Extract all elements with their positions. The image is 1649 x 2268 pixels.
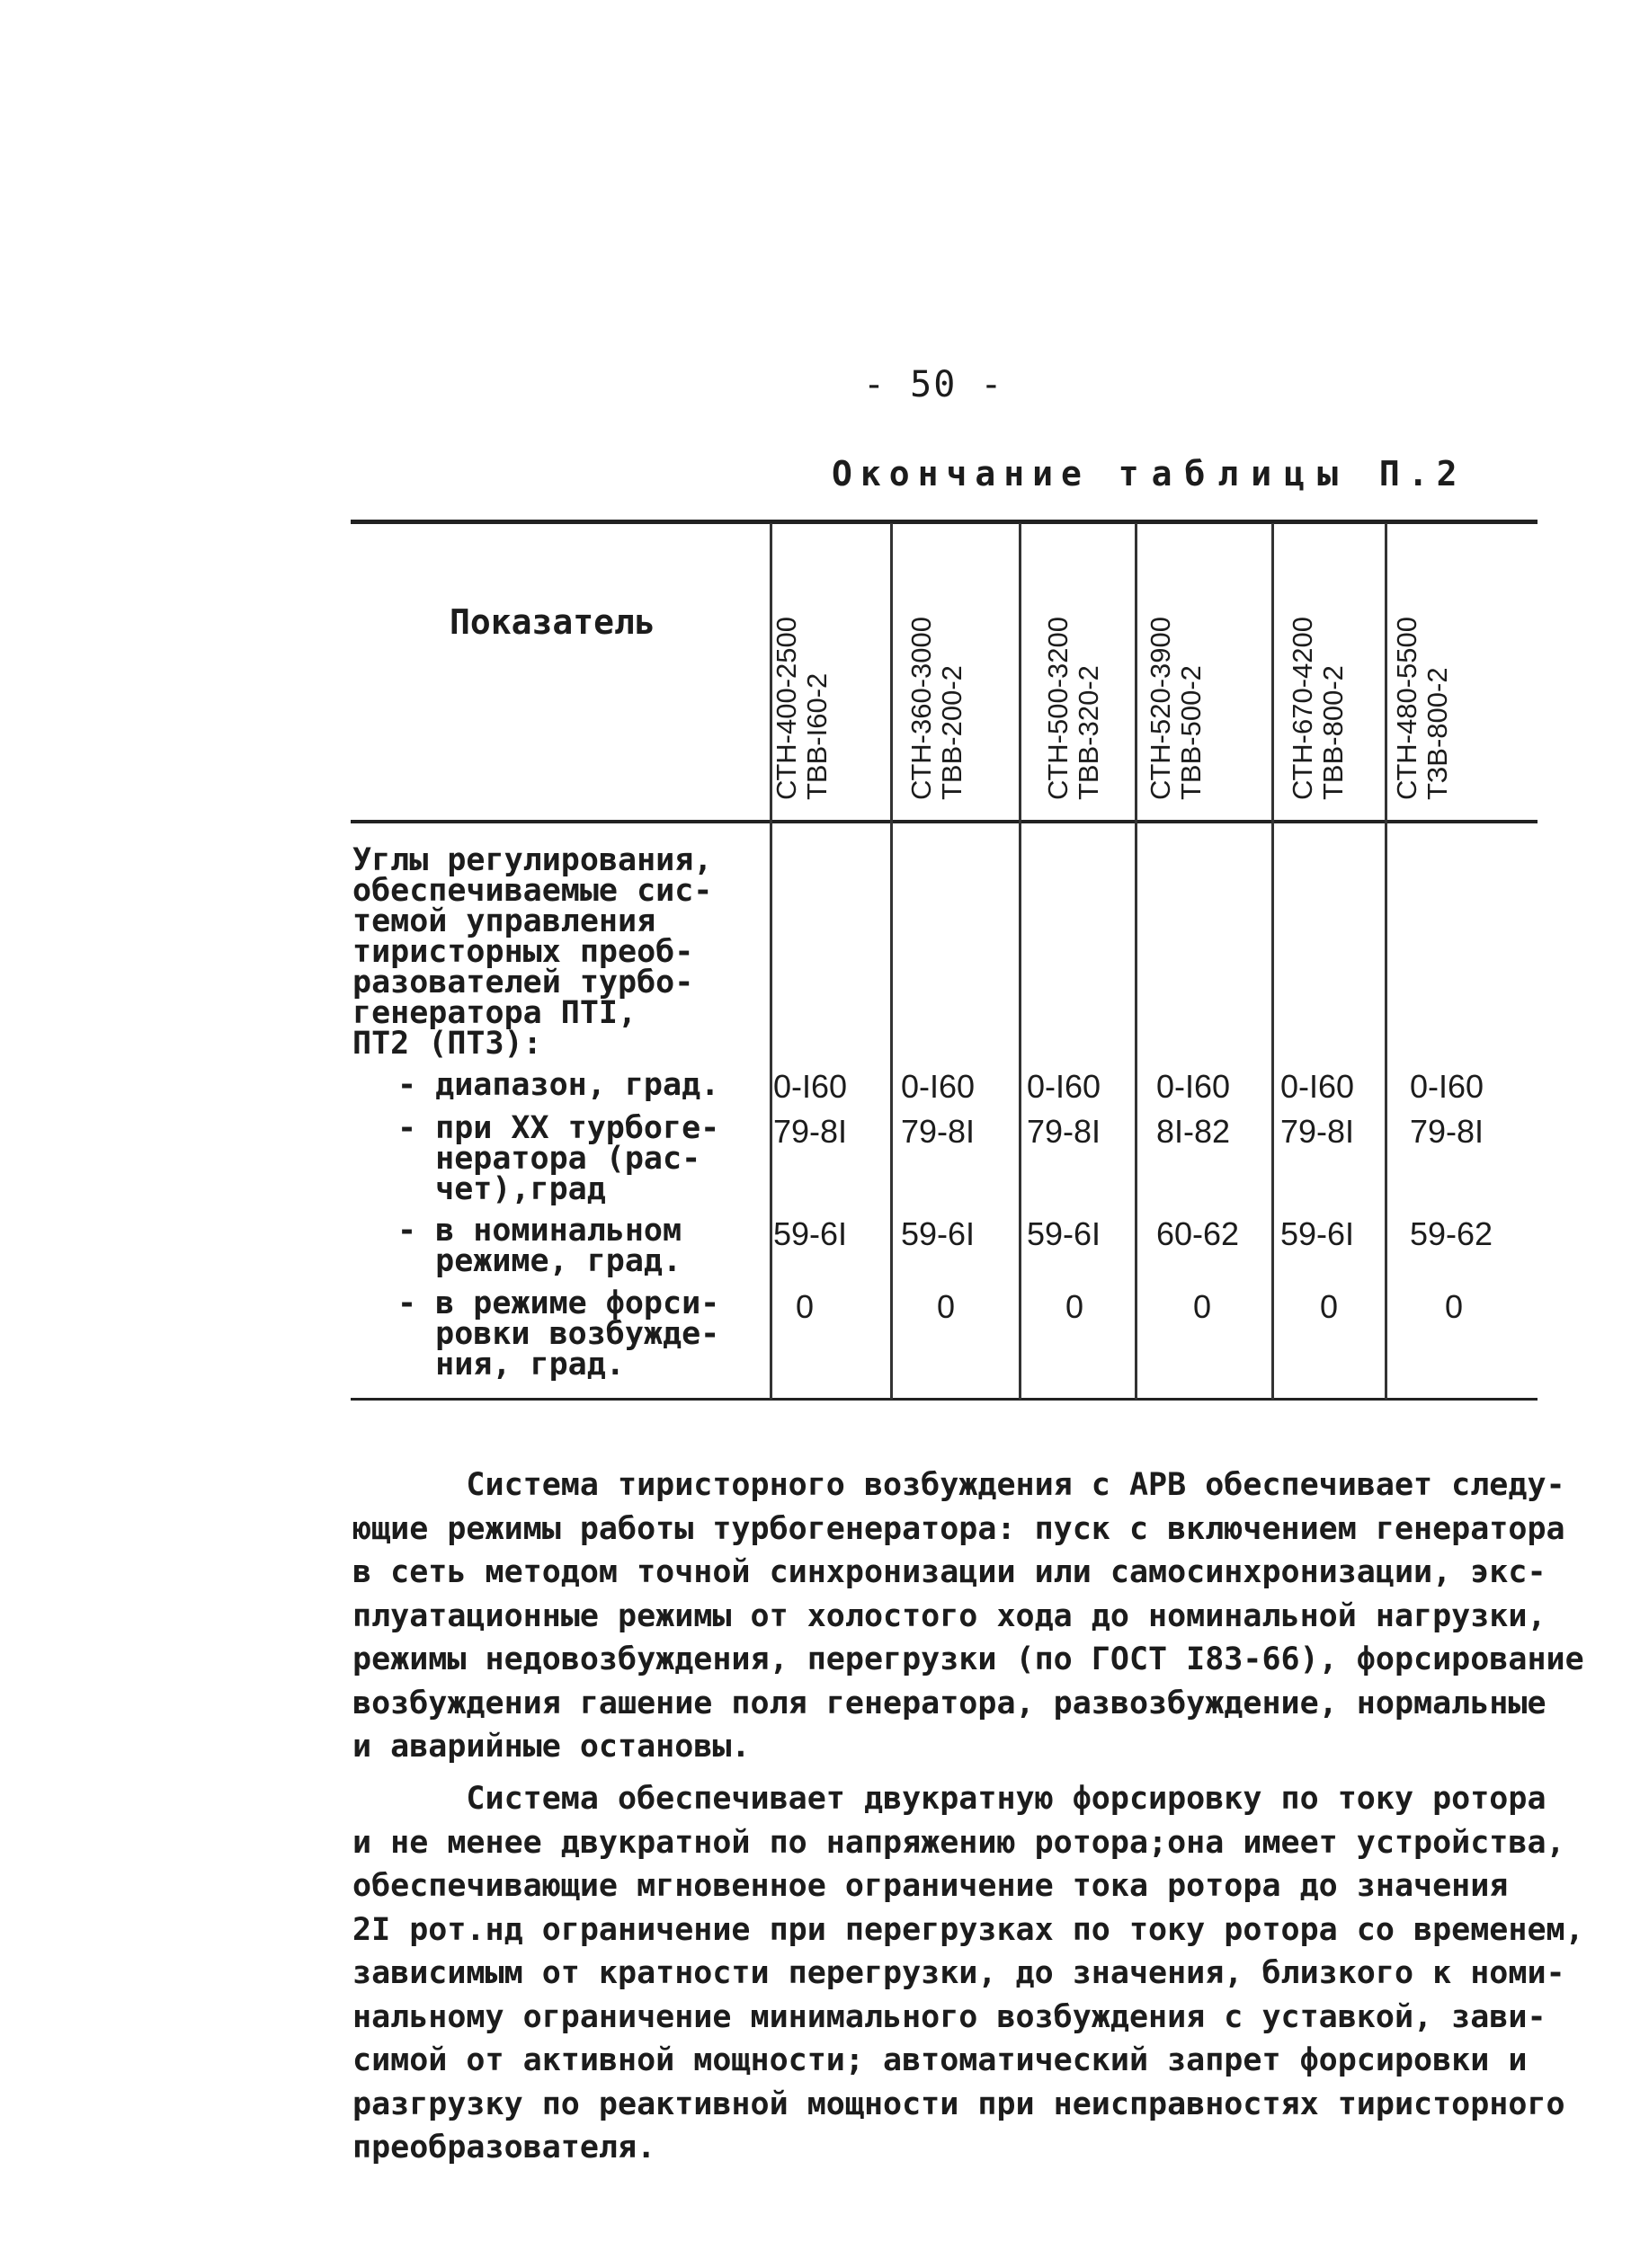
column-header: СТН-400-2500 ТВВ-I60-2	[771, 616, 833, 800]
column-header: СТН-480-5500 ТЗВ-800-2	[1391, 616, 1453, 800]
table-cell: 0	[1320, 1288, 1339, 1325]
column-divider	[1135, 523, 1137, 1400]
table-cell: 79-8I	[1280, 1113, 1355, 1150]
caption-word-2: таблицы	[1118, 454, 1350, 494]
table-cell: 59-6I	[901, 1215, 976, 1252]
column-header: СТН-360-3000 ТВВ-200-2	[905, 616, 967, 800]
table-cell: 0-I60	[1156, 1068, 1231, 1105]
page-number: - 50 -	[863, 364, 1004, 405]
table-cell: 8I-82	[1156, 1113, 1231, 1150]
table-cell: 0-I60	[901, 1068, 976, 1105]
header-parameter: Показатель	[450, 602, 655, 642]
column-divider	[1019, 523, 1021, 1400]
table-cell: 79-8I	[773, 1113, 848, 1150]
table-cell: 79-8I	[901, 1113, 976, 1150]
caption-number: П.2	[1378, 454, 1466, 494]
column-header: СТН-670-4200 ТВВ-800-2	[1287, 616, 1349, 800]
table-caption	[832, 454, 1465, 494]
column-divider	[890, 523, 893, 1400]
table-bottom-rule	[351, 1398, 1538, 1401]
column-header: СТН-500-3200 ТВВ-320-2	[1042, 616, 1104, 800]
table-cell: 79-8I	[1027, 1113, 1101, 1150]
body-paragraph: Система обеспечивает двукратную форсировку по току ротора и не менее двукратной по напряжению ротора;она имеет устройства, обеспечивающие мгновенное ограничение тока ротора до значения 2I рот.нд ограничение при перегрузках по току ротора со временем, зависимым от кратности перегрузки, до значения, близкого к номи- нальному ограничение минимального возбуждения с уставкой, зави- симой от активной мощности; автоматический запрет форсировки и разгрузку по реактивной мощности при неисправностях тиристорного преобразователя.	[352, 1781, 1584, 2166]
caption-word-1: Окончание	[832, 454, 1090, 494]
table-cell: 0	[1193, 1288, 1212, 1325]
row-label: - при ХХ турбоге- нератора (рас- чет),град	[397, 1110, 720, 1207]
column-header: СТН-520-3900 ТВВ-500-2	[1145, 616, 1207, 800]
table-cell: 0	[1445, 1288, 1464, 1325]
table-cell: 59-62	[1410, 1215, 1493, 1252]
table-cell: 59-6I	[773, 1215, 848, 1252]
table-cell: 0	[796, 1288, 815, 1325]
table-cell: 0-I60	[1410, 1068, 1484, 1105]
table-header-rule	[351, 820, 1538, 823]
column-divider	[1271, 523, 1274, 1400]
table-top-rule	[351, 520, 1538, 524]
table-cell: 59-6I	[1280, 1215, 1355, 1252]
table-cell: 0-I60	[773, 1068, 848, 1105]
table-cell: 0	[1065, 1288, 1084, 1325]
table-cell: 0-I60	[1280, 1068, 1355, 1105]
body-paragraph: Система тиристорного возбуждения с АРВ обеспечивает следу- ющие режимы работы турбогенератора: пуск с включением генератора в сеть методом точной синхронизации или самосинхронизации, экс- плуатационные режимы от холостого хода до номинальной нагрузки, режимы недовозбуждения, перегрузки (по ГОСТ I83-66), форсирование возбуждения гашение поля генератора, развозбуждение, нормальные и аварийные остановы.	[352, 1467, 1584, 1765]
column-divider	[1385, 523, 1387, 1400]
table-cell: 79-8I	[1410, 1113, 1484, 1150]
table-cell: 0	[937, 1288, 956, 1325]
row-label: - в номинальном режиме, град.	[397, 1213, 682, 1279]
row-group-title: Углы регулирования, обеспечиваемые сис- темой управления тиристорных преоб- разователей турбо- генератора ПТI, ПТ2 (ПТЗ):	[352, 842, 713, 1062]
table-cell: 60-62	[1156, 1215, 1240, 1252]
table-cell: 59-6I	[1027, 1215, 1101, 1252]
row-label: - в режиме форси- ровки возбужде- ния, град.	[397, 1285, 720, 1383]
row-label: - диапазон, град.	[397, 1067, 720, 1103]
table-cell: 0-I60	[1027, 1068, 1101, 1105]
